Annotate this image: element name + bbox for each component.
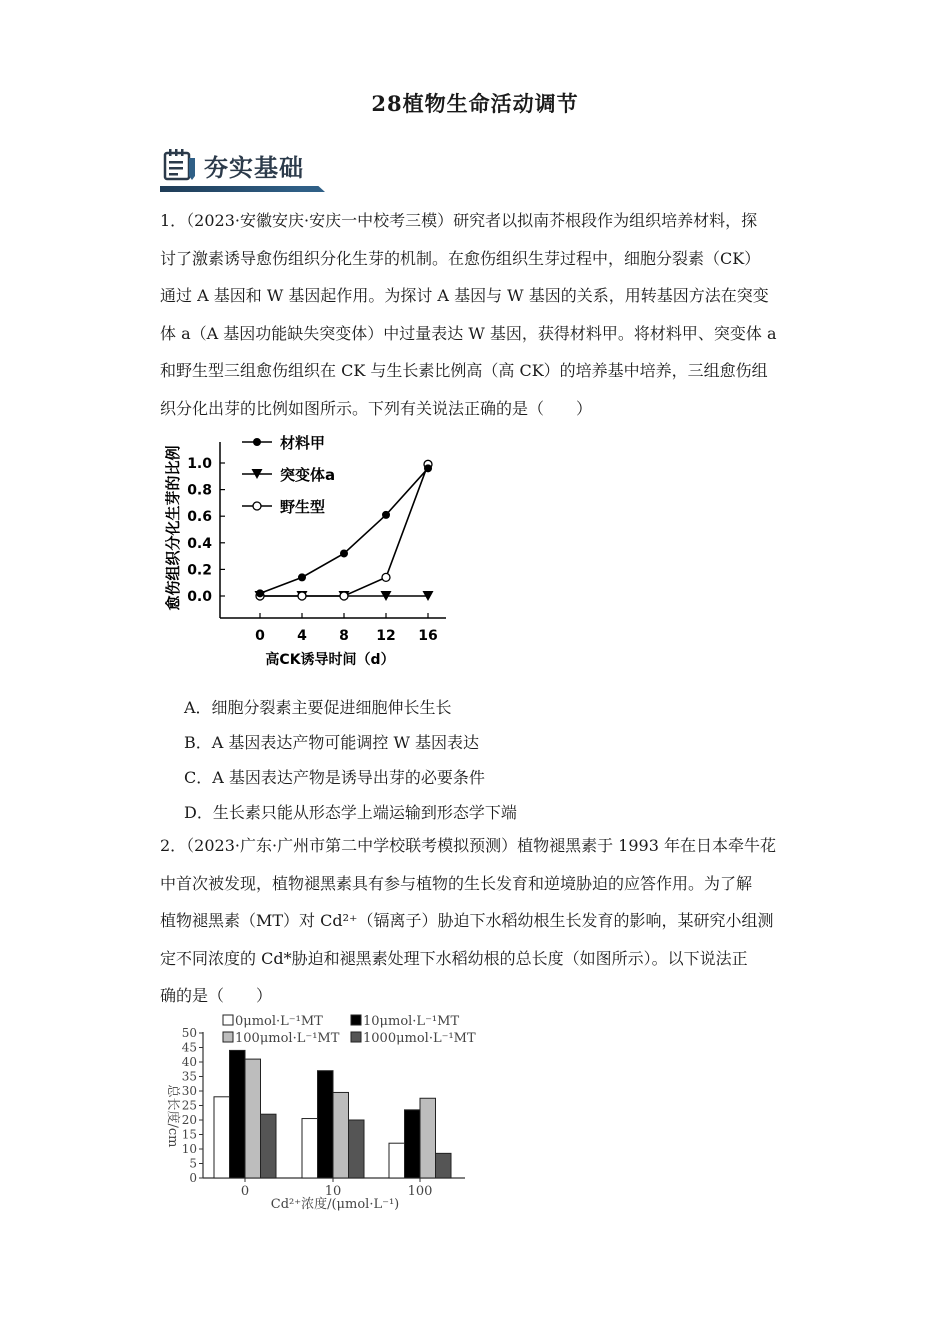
y-tick-label: 0.0 <box>187 589 212 605</box>
y-tick-label: 0.6 <box>187 509 212 526</box>
x-tick-label: 0 <box>240 1184 250 1199</box>
q2-line: 中首次被发现，植物褪黑素具有参与植物的生长发育和逆境胁迫的应答作用。为了解 <box>160 873 753 893</box>
y-axis-label: 总长度/cm <box>165 1084 180 1148</box>
bar-2-0 <box>389 1143 405 1178</box>
data-point-0 <box>298 573 306 581</box>
y-tick-label: 25 <box>181 1098 197 1113</box>
x-tick-label: 10 <box>324 1184 342 1199</box>
x-tick-label: 8 <box>339 628 349 644</box>
data-point-2 <box>298 592 306 600</box>
data-point-0 <box>424 464 432 472</box>
legend-label: 0μmol·L⁻¹MT <box>235 1014 323 1029</box>
option-a[interactable]: A．细胞分裂素主要促进细胞伸长生长 <box>184 698 452 717</box>
q1-line: 讨了激素诱导愈伤组织分化生芽的机制。在愈伤组织生芽过程中，细胞分裂素（CK） <box>160 248 761 268</box>
section-underline <box>160 186 325 192</box>
data-point-0 <box>256 589 264 597</box>
q2-line: 确的是（ ） <box>160 986 273 1005</box>
bar-0-3 <box>261 1114 277 1178</box>
x-tick-label: 4 <box>297 628 307 644</box>
y-tick-label: 15 <box>181 1127 197 1142</box>
legend-label: 野生型 <box>280 498 326 516</box>
q1-line: 通过 A 基因和 W 基因起作用。为探讨 A 基因与 W 基因的关系，用转基因方法在突变 <box>160 286 769 305</box>
legend-label: 10μmol·L⁻¹MT <box>363 1014 460 1029</box>
question-1-text <box>160 202 800 427</box>
q1-line: 1．（2023·安徽安庆·安庆一中校考三模）研究者以拟南芥根段作为组织培养材料，探 <box>160 211 758 230</box>
bar-1-0 <box>302 1119 318 1178</box>
data-point-2 <box>340 592 348 600</box>
bar-2-2 <box>420 1098 436 1178</box>
y-tick-label: 30 <box>181 1084 197 1098</box>
y-tick-label: 0.2 <box>187 562 212 579</box>
y-tick-label: 40 <box>181 1055 197 1069</box>
q2-line: 定不同浓度的 Cd*胁迫和褪黑素处理下水稻幼根的总长度（如图所示）。以下说法正 <box>160 948 748 968</box>
x-tick-label: 0 <box>255 628 265 644</box>
y-tick-label: 1.0 <box>187 456 212 472</box>
legend-label: 100μmol·L⁻¹MT <box>235 1031 340 1046</box>
bar-chart <box>155 1014 495 1214</box>
legend-label: 材料甲 <box>280 434 326 452</box>
x-tick-label: 16 <box>418 628 438 644</box>
bar-2-1 <box>405 1110 421 1178</box>
bar-0-2 <box>245 1059 261 1178</box>
data-point-0 <box>340 549 348 557</box>
legend-marker <box>253 502 261 510</box>
option-c[interactable]: C．A 基因表达产物是诱导出芽的必要条件 <box>184 768 485 787</box>
y-tick-label: 35 <box>181 1069 197 1084</box>
y-axis-label: 愈伤组织分化生芽的比例 <box>164 445 182 611</box>
legend-label: 1000μmol·L⁻¹MT <box>363 1031 476 1046</box>
option-b[interactable]: B．A 基因表达产物可能调控 W 基因表达 <box>184 733 480 752</box>
q2-line: 植物褪黑素（MT）对 Cd²⁺（镉离子）胁迫下水稻幼根生长发育的影响，某研究小组测 <box>160 911 774 930</box>
y-tick-label: 10 <box>181 1142 197 1156</box>
y-tick-label: 0 <box>189 1171 197 1185</box>
bar-2-3 <box>436 1153 452 1178</box>
q1-line: 体 a（A 基因功能缺失突变体）中过量表达 W 基因，获得材料甲。将材料甲、突变体 a <box>160 323 777 343</box>
legend-swatch <box>223 1015 233 1025</box>
page-title: 28植物生命活动调节 <box>371 91 579 116</box>
y-tick-label: 0.8 <box>187 482 212 499</box>
legend-swatch <box>351 1015 361 1025</box>
legend-label: 突变体a <box>280 466 336 484</box>
option-d[interactable]: D．生长素只能从形态学上端运输到形态学下端 <box>184 803 517 822</box>
y-tick-label: 0.4 <box>187 535 212 552</box>
x-axis-label: 高CK诱导时间（d） <box>265 652 395 668</box>
bar-0-0 <box>214 1097 230 1178</box>
notebook-icon <box>162 148 198 182</box>
section-header <box>160 146 325 194</box>
y-tick-label: 20 <box>181 1113 197 1127</box>
bar-0-1 <box>230 1050 246 1178</box>
q1-line: 织分化出芽的比例如图所示。下列有关说法正确的是（ ） <box>160 398 593 418</box>
q2-line: 2．（2023·广东·广州市第二中学校联考模拟预测）植物褪黑素于 1993 年在日本牵牛花 <box>160 836 776 855</box>
bar-1-3 <box>349 1120 365 1178</box>
legend-swatch <box>223 1032 233 1042</box>
y-tick-label: 50 <box>181 1026 197 1040</box>
bar-1-2 <box>333 1092 349 1178</box>
legend-swatch <box>351 1032 361 1042</box>
series-line-2 <box>260 464 428 596</box>
question-2-text <box>160 827 800 1015</box>
data-point-2 <box>382 573 390 581</box>
x-axis-label: Cd²⁺浓度/(μmol·L⁻¹) <box>270 1197 400 1212</box>
legend-marker <box>253 438 261 446</box>
data-point-0 <box>382 511 390 519</box>
y-tick-label: 45 <box>181 1040 197 1055</box>
q1-line: 和野生型三组愈伤组织在 CK 与生长素比例高（高 CK）的培养基中培养，三组愈伤组 <box>160 361 768 380</box>
y-tick-label: 5 <box>189 1156 197 1171</box>
section-label: 夯实基础 <box>204 154 304 182</box>
line-chart <box>158 428 458 673</box>
x-tick-label: 12 <box>376 628 396 644</box>
x-tick-label: 100 <box>407 1184 433 1199</box>
bar-1-1 <box>318 1071 334 1178</box>
